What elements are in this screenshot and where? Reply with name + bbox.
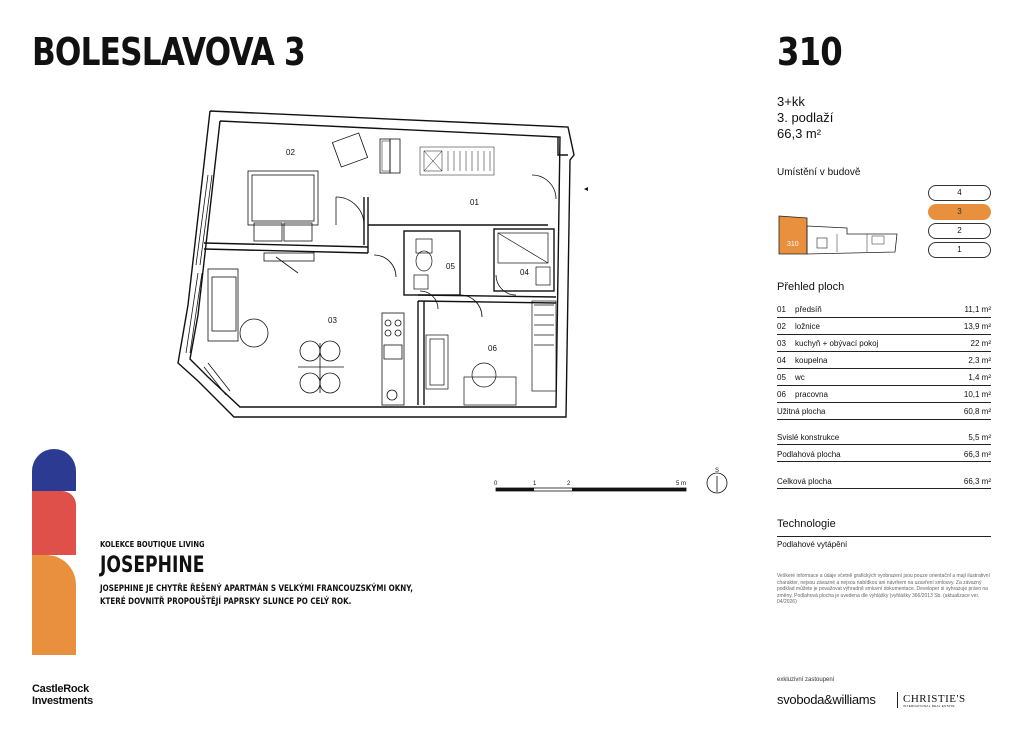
room-area: 22 m² xyxy=(970,338,991,348)
room-area: 13,9 m² xyxy=(963,321,991,331)
usable-area-row xyxy=(777,403,991,420)
scale-label: 2 xyxy=(567,481,571,487)
developer-logo xyxy=(32,683,93,707)
room-label-06: 06 xyxy=(488,344,497,353)
room-area: 2,3 m² xyxy=(968,355,991,365)
room-label-01: 01 xyxy=(470,198,479,207)
floor-area-label: Podlahová plocha xyxy=(777,450,841,459)
unit-area: 66,3 m² xyxy=(777,126,822,141)
total-area-label: Celková plocha xyxy=(777,477,832,486)
description-line: KTERÉ DOVNITŘ PROPOUŠTĚJÍ PAPRSKY SLUNCE PO CELÝ ROK. xyxy=(100,597,352,607)
collection-description xyxy=(100,583,419,609)
scale-label: 0 xyxy=(494,481,498,487)
floor-area-value: 66,3 m² xyxy=(963,450,991,459)
room-area: 10,1 m² xyxy=(963,389,991,399)
collection-kicker: KOLEKCE BOUTIQUE LIVING xyxy=(100,540,205,549)
room-num: 06 xyxy=(777,389,786,399)
vertical-structures-row xyxy=(777,431,991,445)
table-row xyxy=(777,318,991,335)
room-name: wc xyxy=(795,372,805,382)
room-area: 11,1 m² xyxy=(964,304,991,314)
table-row xyxy=(777,352,991,369)
total-area-row xyxy=(777,475,991,489)
scale-label: 5 m xyxy=(676,481,687,487)
room-label-02: 02 xyxy=(286,148,295,157)
floor-plan xyxy=(168,105,588,425)
project-title: BOLESLAVOVA 3 xyxy=(32,30,305,74)
disclaimer: Veškeré informace a údaje včetně grafických vyobrazení jsou pouze orientační a mají ilustrativní charakter, nejsou závazné a nejsou nabídkou ani návrhem na uzavření smlouvy. Za závazný podklad můžete je považovat výhradně smluvní dokumentace. Developer si vyhrazuje právo na změny. Podlahová plocha je uvedena dle vyhlášky (vyhlášky 366/2013 Sb. (aktualizace ver. 04/2026) xyxy=(777,573,990,605)
unit-layout: 3+kk xyxy=(777,94,805,109)
technology-value: Podlahové vytápění xyxy=(777,540,848,549)
room-label-03: 03 xyxy=(328,316,337,325)
room-label-05: 05 xyxy=(446,262,455,271)
room-num: 05 xyxy=(777,372,786,382)
partner-logo: CHRISTIE'S xyxy=(903,693,966,705)
table-row xyxy=(777,386,991,403)
room-num: 03 xyxy=(777,338,786,348)
areas-title: Přehled ploch xyxy=(777,281,845,293)
unit-meta xyxy=(777,94,833,142)
table-row xyxy=(777,369,991,386)
table-row xyxy=(777,301,991,318)
room-num: 02 xyxy=(777,321,786,331)
room-name: ložnice xyxy=(795,321,820,331)
partner-subtitle: INTERNATIONAL REAL ESTATE xyxy=(903,704,955,708)
usable-area-label: Užitná plocha xyxy=(777,406,826,416)
vertical-structures-value: 5,5 m² xyxy=(968,433,991,442)
room-name: pracovna xyxy=(795,389,828,399)
technology-title: Technologie xyxy=(777,518,836,530)
divider xyxy=(777,536,991,537)
floor-button-1[interactable]: 1 xyxy=(928,242,991,258)
table-row xyxy=(777,335,991,352)
divider xyxy=(897,692,898,708)
total-area-value: 66,3 m² xyxy=(963,477,991,486)
unit-tag: 310 xyxy=(787,241,799,248)
floor-button-3[interactable]: 3 xyxy=(928,204,991,220)
entrance-arrow-icon xyxy=(584,185,588,193)
floor-button-2[interactable]: 2 xyxy=(928,223,991,239)
scale-label: 1 xyxy=(533,481,537,487)
floor-area-row xyxy=(777,448,991,462)
room-area: 1,4 m² xyxy=(968,372,991,382)
collection-name: JOSEPHINE xyxy=(100,553,205,578)
north-label: S xyxy=(715,468,720,474)
location-title: Umístění v budově xyxy=(777,167,861,178)
usable-area-value: 60,8 m² xyxy=(963,406,991,416)
developer-line: CastleRock xyxy=(32,683,89,695)
developer-line: Investments xyxy=(32,695,93,707)
unit-floor: 3. podlaží xyxy=(777,110,834,125)
building-location-diagram xyxy=(777,212,907,258)
exclusive-label: exkluzivní zastoupení xyxy=(777,677,835,683)
room-name: předsíň xyxy=(795,304,822,314)
room-num: 01 xyxy=(777,304,786,314)
agency-logo: svoboda&williams xyxy=(777,692,876,707)
room-name: kuchyň + obývací pokoj xyxy=(795,338,879,348)
room-num: 04 xyxy=(777,355,786,365)
brand-logo-shapes xyxy=(32,449,78,659)
description-line: JOSEPHINE JE CHYTŘE ŘEŠENÝ APARTMÁN S VELKÝMI FRANCOUZSKÝMI OKNY, xyxy=(100,584,413,594)
areas-table xyxy=(777,301,991,420)
floor-button-4[interactable]: 4 xyxy=(928,185,991,201)
vertical-structures-label: Svislé konstrukce xyxy=(777,433,840,442)
scale-bar xyxy=(490,466,740,502)
room-name: koupelna xyxy=(795,355,828,365)
unit-number: 310 xyxy=(777,30,842,74)
room-label-04: 04 xyxy=(520,268,529,277)
